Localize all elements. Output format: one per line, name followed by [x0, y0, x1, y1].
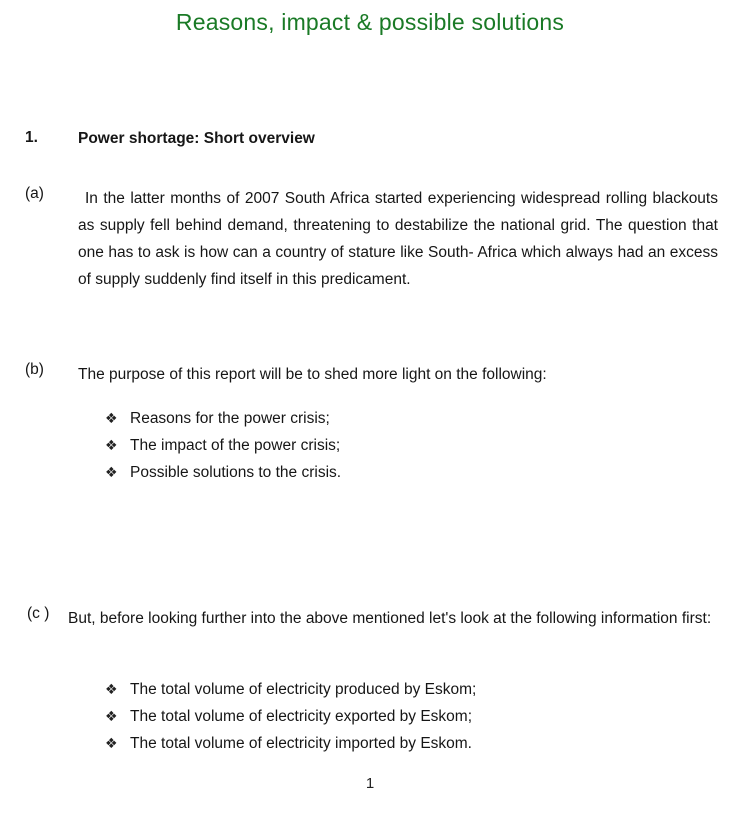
paragraph-b-text: The purpose of this report will be to shed more light on the following:	[78, 366, 547, 383]
diamond-bullet-icon: ❖	[105, 410, 118, 426]
bullet-list-b	[105, 405, 665, 486]
list-item-text: The total volume of electricity exported by Eskom;	[130, 708, 473, 725]
section-heading-text: Power shortage: Short overview	[78, 130, 315, 147]
list-item-text: The total volume of electricity produced by Eskom;	[130, 681, 477, 698]
bullet-list-c	[105, 676, 665, 757]
paragraph-b-label: (b)	[25, 361, 44, 378]
list-item	[105, 432, 665, 459]
diamond-bullet-icon: ❖	[105, 708, 118, 724]
list-item-text: Possible solutions to the crisis.	[130, 464, 342, 481]
list-item	[105, 676, 665, 703]
list-item-text: The impact of the power crisis;	[130, 437, 341, 454]
paragraph-a-label: (a)	[25, 185, 44, 202]
diamond-bullet-icon: ❖	[105, 464, 118, 480]
list-item	[105, 703, 665, 730]
paragraph-c-label: (c )	[27, 605, 50, 622]
list-item	[105, 459, 665, 486]
page-number: 1	[365, 775, 375, 792]
list-item-text: Reasons for the power crisis;	[130, 410, 330, 427]
diamond-bullet-icon: ❖	[105, 437, 118, 453]
list-item	[105, 730, 665, 757]
list-item	[105, 405, 665, 432]
diamond-bullet-icon: ❖	[105, 735, 118, 751]
paragraph-c-text: But, before looking further into the above mentioned let's look at the following information first:	[68, 610, 712, 627]
document-title: Reasons, impact & possible solutions	[175, 9, 565, 35]
diamond-bullet-icon: ❖	[105, 681, 118, 697]
list-item-text: The total volume of electricity imported by Eskom.	[130, 735, 472, 752]
paragraph-a-text: In the latter months of 2007 South Africa started experiencing widespread rolling blackouts as supply fell behind demand, threatening to destabilize the national grid. The question that one has to ask is how can a country of stature like South- Africa which always had an excess of supply suddenly find itself in this predicament.	[78, 190, 718, 288]
section-number: 1.	[25, 129, 38, 146]
